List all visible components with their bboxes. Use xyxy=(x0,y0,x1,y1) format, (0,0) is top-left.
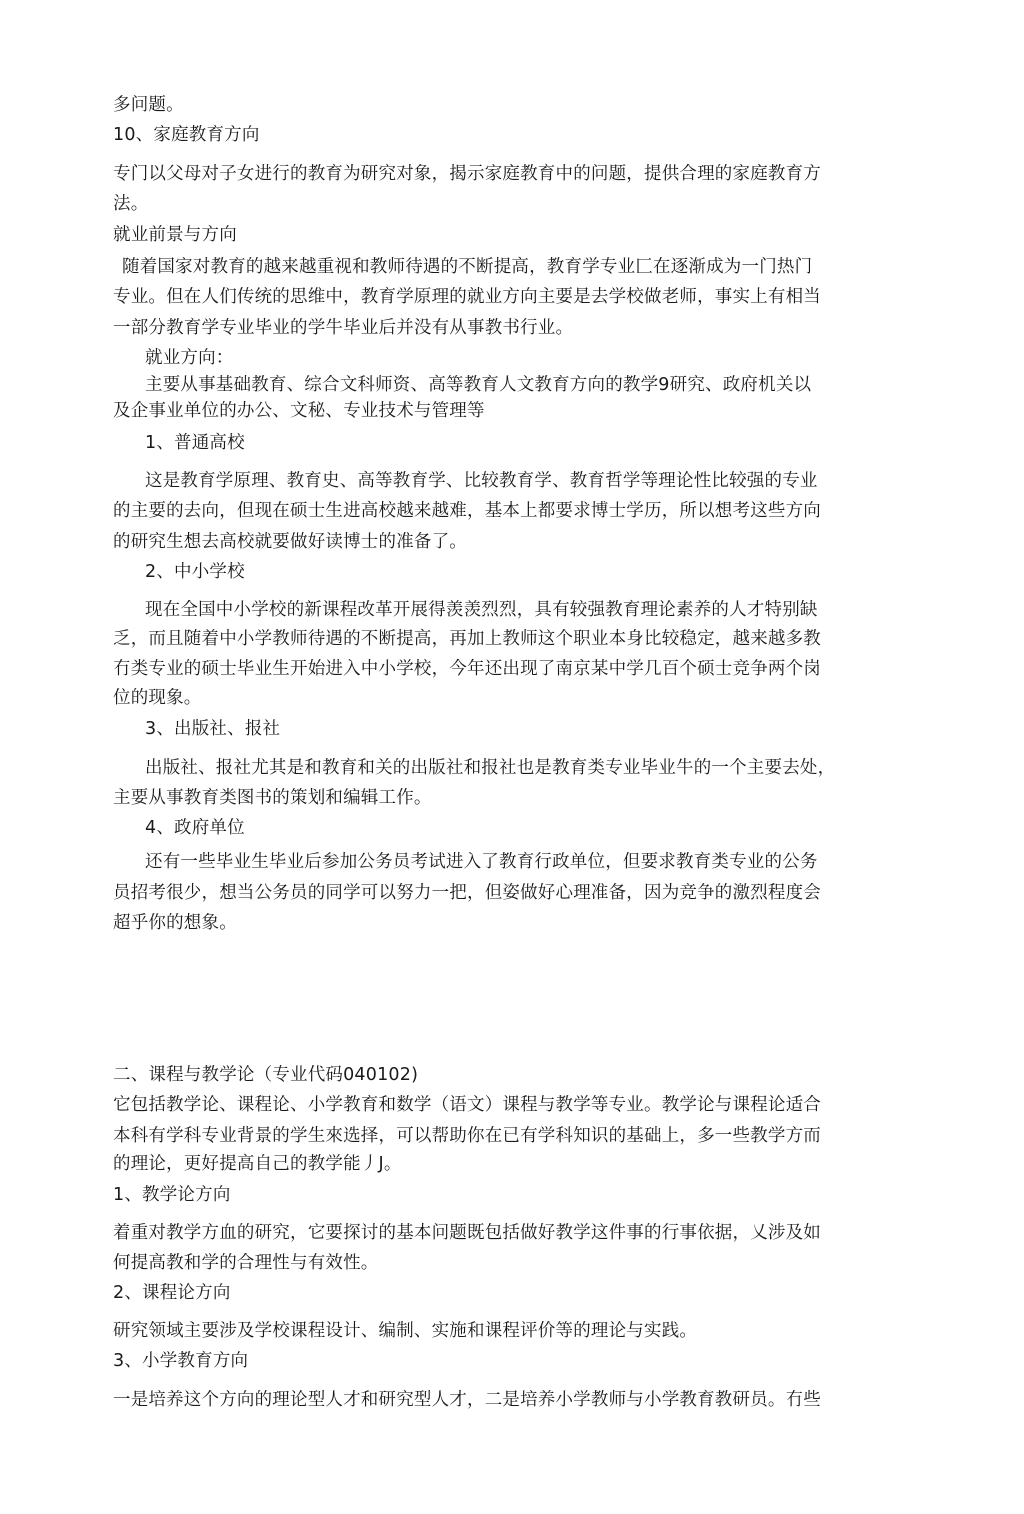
section-heading: 2、中小学校 xyxy=(145,562,245,582)
text-line: 主要从事教育类图书的策划和编辑工作。 xyxy=(113,788,432,808)
text-line: 及企事业单位的办公、文秘、专业技术与管理等 xyxy=(113,401,485,421)
text-line: 乏，而且随着中小学教师待遇的不断提高，再加上教师这个职业本身比较稳定，越来越多教 xyxy=(113,629,821,649)
text-line: 专门以父母对子女进行的教育为研究对象，揭示家庭教育中的问题，提供合理的家庭教育方 xyxy=(113,164,821,184)
text-line: 主要从事基础教育、综合文科师资、高等教育人文教育方向的教学9研究、政府机关以 xyxy=(145,375,812,395)
text-line: 一是培养这个方向的理论型人才和研究型人才，二是培养小学教师与小学教育教研员。冇些 xyxy=(113,1390,821,1410)
section-heading: 1、教学论方向 xyxy=(113,1185,231,1205)
text-line: 多问题。 xyxy=(113,95,184,115)
section-heading: 3、小学教育方向 xyxy=(113,1351,249,1371)
text-line: 研究领域主要涉及学校课程设计、编制、实施和课程评价等的理论与实践。 xyxy=(113,1321,698,1341)
text-line: 位的现象。 xyxy=(113,688,202,708)
section-heading: 4、政府单位 xyxy=(145,818,245,838)
section-heading: 1、普通高校 xyxy=(145,433,245,453)
text-line: 员招考很少，想当公务员的同学可以努力一把，但姿做好心理准备，因为竞争的激烈程度会 xyxy=(113,883,821,903)
text-line: 一部分教育学专业毕业的学牛毕业后并没有从事教书行业。 xyxy=(113,318,574,338)
text-line: 的主要的去向，但现在硕士生进高校越来越难，基本上都要求博士学历，所以想考这些方向 xyxy=(113,501,821,521)
text-line: 这是教育学原理、教育史、高等教育学、比较教育学、教育哲学等理论性比较强的专业 xyxy=(145,471,818,491)
text-line: 的研究生想去高校就要做好读博士的准备了。 xyxy=(113,532,467,552)
section-heading: 2、课程论方向 xyxy=(113,1283,231,1303)
text-line: 现在全国中小学校的新课程改革开展得羡羡烈烈，具有较强教育理论素养的人才特别缺 xyxy=(145,600,818,620)
text-line: 它包括教学论、课程论、小学教育和数学（语文）课程与教学等专业。教学论与课程论适合 xyxy=(113,1095,821,1115)
text-line: 冇类专业的硕士毕业生开始进入中小学校，今年还出现了南京某中学几百个硕士竞争两个岗 xyxy=(113,659,821,679)
text-line: 出版社、报社尤其是和教育和关的出版社和报社也是教育类专业毕业牛的一个主要去处， xyxy=(145,758,836,778)
text-line: 还有一些毕业生毕业后参加公务员考试进入了教育行政单位，但要求教育类专业的公务 xyxy=(145,852,818,872)
text-line: 随着国家对教育的越来越重视和教师待遇的不断提高，教育学专业匚在逐渐成为一门热门 xyxy=(122,257,813,277)
text-line: 专业。但在人们传统的思维中，教育学原理的就业方向主要是去学校做老师，事实上有相当 xyxy=(113,287,821,307)
text-line: 的理论，更好提高自己的教学能丿J。 xyxy=(113,1154,402,1174)
text-line: 何提高教和学的合理性与有效性。 xyxy=(113,1253,379,1273)
section-heading: 二、课程与教学论（专业代码040102) xyxy=(113,1065,419,1085)
section-heading: 10、家庭教育方向 xyxy=(113,125,260,145)
text-line: 法。 xyxy=(113,194,149,214)
text-line: 本科有学科专业背景的学生來选择，可以帮助你在已有学科知识的基础上，多一些教学方而 xyxy=(113,1126,821,1146)
section-heading: 3、出版社、报社 xyxy=(145,719,281,739)
text-line: 超乎你的想象。 xyxy=(113,913,237,933)
section-heading: 就业方向： xyxy=(145,348,234,368)
text-line: 着重对教学方血的研究，它要探讨的基本问题既包括做好教学这件事的行事依据，乂涉及如 xyxy=(113,1223,821,1243)
section-heading: 就业前景与方向 xyxy=(113,225,237,245)
